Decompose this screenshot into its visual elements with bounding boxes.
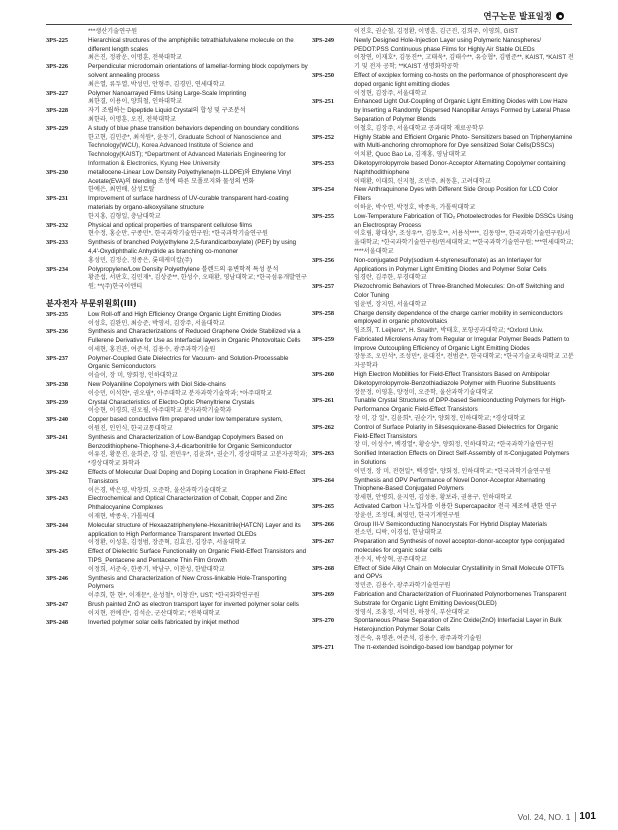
entry-code: 3PS-228: [46, 107, 69, 115]
abstract-entry: [46, 381, 308, 399]
right-column: [312, 28, 574, 653]
entry-body: [88, 328, 308, 354]
entry-authors: 이철호, 김장주, 서울대학교 공과대학 재료공학부: [354, 124, 484, 132]
entry-body: [354, 503, 574, 521]
entry-body: [88, 266, 308, 292]
entry-body: [88, 469, 308, 495]
entry-title: Tunable Crystal Structures of DPP-based Semiconducting Polymers for High-Performance Organic Field-Effect Transistors: [354, 397, 566, 414]
entry-title: Synthesis and OPV Performance of Novel Donor-Acceptor Alternating Thiophene-Based Conjugated Polymers: [354, 476, 546, 493]
entry-title: Spontaneous Phase Separation of Zinc Oxide(ZnO) Interfacial Layer in Bulk Heterojunction Polymer Solar Cells: [354, 617, 562, 634]
entry-authors: 이은경, 박은영, 박창희, 오준학, 울산과학기술대학교: [88, 486, 228, 494]
entry-authors: 현수정, 홍순만, 구종민*, 한국과학기술연구원; *한국과학기술연구원: [88, 230, 268, 238]
entry-code: 3PS-260: [312, 371, 335, 379]
abstract-entry: [46, 239, 308, 265]
entry-code: 3PS-235: [46, 310, 69, 318]
entry-body: [88, 107, 308, 125]
abstract-entry: [46, 169, 308, 195]
abstract-entry: [312, 521, 574, 539]
abstract-entry: [312, 617, 574, 643]
entry-body: [88, 195, 308, 221]
entry-authors: 이유진, 황문진, 윤희준, 강 일, 전민우*, 김윤희*, 권순기, 경상대학교 고분자공학과; *경상대학교 화학과: [88, 451, 308, 468]
entry-title: Non-conjugated Poly(sodium 4-styrenesulfonate) as an Interlayer for Applications in Polymer Light Emitting Diodes and Polymer Solar Cells: [354, 256, 547, 273]
right-entries: [312, 37, 574, 653]
entry-title: Sonified Interaction Effects on Direct Self-Assembly of π-Conjugated Polymers in Solutions: [354, 450, 570, 467]
abstract-entry: [46, 328, 308, 354]
entry-authors: 이하윤, 박수연, 박정호, 박종욱, 가톨릭대학교: [354, 203, 476, 211]
entry-authors: 이슬이, 장 미, 양회정, 인하대학교: [88, 372, 178, 380]
entry-body: [88, 434, 308, 469]
entry-code: 3PS-256: [312, 256, 335, 264]
entry-body: [88, 222, 308, 240]
entry-title: Enhanced Light Out-Coupling of Organic Light Emitting Diodes with Low Haze by Inserting a Randomly Dispersed Nanopillar Arrays Formed by Lateral Phase Separation of Polymer Blends: [354, 98, 571, 123]
entry-authors: 장 미, 강 일*, 김윤희*, 권순기*, 양회정, 인하대학교; *경상대학교: [354, 415, 526, 423]
entry-body: [354, 591, 574, 617]
entry-code: 3PS-270: [312, 617, 335, 625]
section-title: 분자전자 부문위원회(III): [46, 297, 137, 308]
abstract-entry: [312, 257, 574, 283]
entry-title: Charge density dependence of the charge carrier mobility in semiconductors employed in organic photovoltaics: [354, 309, 563, 326]
entry-title: High Electron Mobilities for Field-Effect Transistors Based on Ambipolar Diketopyrrolopyrrole-Benzothiadiazole Polymer with Fluorine Substituents: [354, 371, 556, 387]
entry-title: Polymer Nanoarrayed Films Using Large-Scale Imprinting: [88, 89, 247, 97]
entry-authors: 이주희, 한 현*, 이재문*, 윤성철*, 이창진*, UST; *한국화학연구원: [88, 592, 260, 600]
entry-body: [88, 37, 308, 63]
abstract-entry: [46, 548, 308, 574]
continuation-line: [46, 28, 308, 37]
entry-body: [354, 477, 574, 503]
abstract-entry: [312, 98, 574, 133]
entry-authors: 이재현, 박종욱, 가톨릭대: [88, 513, 155, 521]
entry-title: New Anthraquinone Dyes with Different Side Group Position for LCD Color Filters: [354, 186, 558, 203]
abstract-entry: [312, 591, 574, 617]
entry-title: Preparation and Synthesis of novel acceptor-donor-acceptor type conjugated molecules for organic solar cells: [354, 538, 565, 555]
entry-body: [354, 644, 574, 653]
entry-authors: 이성호, 김완민, 최승준, 박영서, 김장주, 서울대학교: [88, 319, 225, 327]
abstract-entry: [46, 125, 308, 169]
entry-title: Copper based conductive film prepared under low temperature system,: [88, 416, 283, 424]
entry-title: Activated Carbon 나노입자를 이용한 Supercapacitor 전극 제조에 관한 연구: [354, 503, 557, 511]
entry-code: 3PS-268: [312, 564, 335, 572]
left-column: [46, 28, 308, 627]
entry-body: [354, 213, 574, 257]
entry-title: Fabrication and Characterization of Fluorinated Polynorbornenes Transparent Substrate for Organic Light Emitting Devices(OLED): [354, 591, 567, 607]
abstract-entry: [312, 397, 574, 423]
entry-title: The π-extended isoindigo-based low bandgap polymer for: [354, 643, 513, 651]
entry-body: [354, 98, 574, 133]
left-entries-bottom: [46, 311, 308, 628]
abstract-entry: [312, 644, 574, 653]
abstract-entry: [46, 522, 308, 548]
entry-title: Effect of Side Alkyl Chain on Molecular Crystallinity in Small Molecule OTFTs and OPVs: [354, 564, 564, 581]
entry-body: [88, 90, 308, 108]
header-rule: [46, 24, 572, 25]
entry-code: 3PS-269: [312, 591, 335, 598]
entry-title: Electrochemical and Optical Characterization of Cobalt, Copper and Zinc Phthalocyanine Complexes: [88, 495, 288, 512]
abstract-entry: [312, 186, 574, 212]
entry-title: metallocene-Linear Low Density Polyethylene(m-LLDPE)와 Ethylene Vinyl Acetate(EVA)의 blending 조성에 따른 모폴로지와 물성의 변화: [88, 168, 291, 185]
entry-title: Synthesis and Characterization of Low-Bandgap Copolymers Based on Benzodithiophene-Thiophene-3,4-dicarbonitrile for Organic Semiconductor: [88, 433, 292, 450]
abstract-entry: [312, 134, 574, 160]
entry-code: 3PS-231: [46, 195, 69, 203]
entry-body: [88, 522, 308, 548]
entry-title: Group III-V Semiconducting Nanocrystals For Hybrid Display Materials: [354, 520, 547, 528]
entry-authors: 임경란, 김주한, 부경대학교: [354, 274, 427, 282]
entry-authors: 이승민, 이석현*, 권오필*, 아주대학교 분자과학기술학과; *아주대학교: [88, 389, 273, 397]
entry-body: [354, 538, 574, 564]
entry-code: 3PS-237: [46, 354, 69, 362]
continuation-authors: ***생산기술연구원: [88, 28, 138, 35]
entry-body: [88, 416, 308, 434]
abstract-entry: [312, 538, 574, 564]
entry-body: [88, 239, 308, 265]
entry-code: 3PS-246: [46, 574, 69, 582]
abstract-entry: [312, 450, 574, 476]
entry-title: Crystal Characteristics of Electro-Optic Phenyltriene Crystals: [88, 398, 255, 406]
entry-code: 3PS-238: [46, 381, 69, 389]
page-number: 101: [579, 811, 596, 822]
entry-body: [88, 548, 308, 574]
entry-code: 3PS-264: [312, 476, 335, 484]
entry-code: 3PS-240: [46, 416, 69, 424]
abstract-entry: [46, 575, 308, 601]
entry-authors: 한지홍, 김형일, 충남대학교: [88, 212, 161, 220]
entry-title: Fabricated Microlens Array from Regular or Irregular Polymer Beads Pattern to Improve Outcoupling Efficiency of Organic Light Emitting Diodes: [354, 335, 570, 352]
entry-code: 3PS-271: [312, 643, 335, 651]
entry-title: Improvement of surface hardness of UV-curable transparent hard-coating materials by organo-alkoxysilane structure: [88, 195, 289, 211]
entry-code: 3PS-225: [46, 36, 69, 44]
volume-label: Vol. 24, NO. 1: [517, 811, 571, 822]
entry-body: [354, 186, 574, 212]
entry-body: [354, 134, 574, 160]
entry-body: [354, 617, 574, 643]
entry-code: 3PS-249: [312, 36, 335, 44]
abstract-entry: [312, 565, 574, 591]
entry-body: [88, 169, 308, 195]
entry-body: [354, 310, 574, 336]
entry-code: 3PS-263: [312, 450, 335, 458]
continuation-line: [312, 28, 574, 37]
entry-authors: 이민정, 장 미, 전현일*, 백경열*, 양회정, 인하대학교; *한국과학기술연구원: [354, 467, 551, 475]
entry-authors: 홍성민, 김정순, 정종은, 롯데케미칼(주): [88, 256, 193, 264]
entry-body: [354, 257, 574, 283]
abstract-entry: [46, 63, 308, 89]
entry-code: 3PS-253: [312, 159, 335, 167]
entry-code: 3PS-245: [46, 548, 69, 556]
entry-code: 3PS-262: [312, 423, 335, 431]
abstract-entry: [46, 434, 308, 469]
footer-divider: [575, 812, 576, 822]
entry-code: 3PS-233: [46, 239, 69, 247]
entry-authors: 정민준, 김용수, 광주과학기술연구원: [354, 582, 451, 590]
abstract-entry: [312, 213, 574, 257]
entry-authors: 장세현, 안병희, 윤지연, 김성용, 황보라, 권용구, 인하대학교: [354, 494, 513, 502]
entry-title: Polymer-Coupled Gate Dielectrics for Vacuum- and Solution-Processable Organic Semiconductors: [88, 354, 289, 371]
entry-code: 3PS-241: [46, 433, 69, 441]
entry-body: [354, 521, 574, 539]
abstract-entry: [46, 195, 308, 221]
entry-authors: 최한라, 이명훈, 오진, 전북대학교: [88, 115, 177, 123]
entry-body: [354, 160, 574, 186]
abstract-entry: [46, 469, 308, 495]
entry-title: Control of Surface Polarity in Silsesquioxane-Based Dielectrics for Organic Field-Effect Transistors: [354, 423, 559, 440]
entry-code: 3PS-230: [46, 168, 69, 176]
entry-body: [88, 619, 308, 628]
abstract-entry: [312, 283, 574, 309]
entry-code: 3PS-265: [312, 503, 335, 511]
entry-authors: 전수지, 박상혁, 공주대학교: [354, 555, 427, 563]
entry-body: [88, 399, 308, 417]
entry-authors: 전소민, 디락, 이경섭, 한남대학교: [354, 529, 443, 537]
entry-title: Polypropylene/Low Density Polyethylene 블렌드의 유변학적 특성 분석: [88, 265, 279, 273]
entry-title: Inverted polymer solar cells fabricated by inkjet method: [88, 618, 239, 626]
entry-body: [354, 283, 574, 309]
entry-code: 3PS-266: [312, 520, 335, 528]
entry-code: 3PS-236: [46, 328, 69, 336]
abstract-entry: [312, 310, 574, 336]
abstract-entry: [46, 37, 308, 63]
entry-code: 3PS-244: [46, 521, 69, 529]
entry-code: 3PS-251: [312, 98, 335, 106]
abstract-entry: [312, 37, 574, 72]
abstract-entry: [46, 266, 308, 292]
page-footer: [518, 811, 596, 822]
page-header: [483, 10, 564, 22]
entry-body: [354, 371, 574, 397]
entry-title: Synthesis of branched Poly(ethylene 2,5-furandicarboxylate) (PEF) by using 4,4'-Oxydiphthalic Anhydride as branching co-mononer: [88, 239, 297, 255]
abstract-entry: [46, 311, 308, 329]
left-entries-top: [46, 37, 308, 292]
entry-code: 3PS-252: [312, 133, 335, 141]
header-title: 연구논문 발표일정: [483, 12, 552, 22]
entry-body: [354, 397, 574, 423]
entry-authors: 최은열, 류두열, 박성민, 안형주, 김경민, 연세대학교: [88, 80, 225, 88]
entry-authors: 한예은, 최연배, 삼성토탈: [88, 186, 155, 194]
entry-code: 3PS-229: [46, 124, 69, 132]
abstract-entry: [312, 503, 574, 521]
entry-authors: 이승현, 이경희, 권오필, 아주대학교 분자과학기술학과: [88, 407, 232, 415]
entry-authors: 정영식, 조홍정, 서덕진, 하창식, 부산대학교: [354, 608, 470, 616]
entry-body: [88, 311, 308, 329]
entry-body: [88, 601, 308, 619]
entry-code: 3PS-227: [46, 89, 69, 97]
entry-code: 3PS-255: [312, 212, 335, 220]
circle-bullet-icon: [556, 12, 564, 20]
entry-authors: 이태환, 이대희, 신지철, 조민주, 최동훈, 고려대학교: [354, 177, 491, 185]
entry-authors: 장동조, 오민석*, 조성민*, 윤대진*, 전범준*, 한국대학교; *한국기술교육대학교 고분자공학과: [354, 353, 574, 370]
abstract-entry: [312, 371, 574, 397]
entry-title: Effect of Dielectric Surface Functionality on Organic Field-Effect Transistors and TIPS_Pentacene and Pentacene Thin Film Growth: [88, 548, 307, 565]
entry-title: Diketopyrrolopyrrole based Donor-Acceptor Alternating Copolymer containing Naphthodithiophene: [354, 159, 566, 176]
abstract-entry: [46, 90, 308, 108]
entry-code: 3PS-239: [46, 398, 69, 406]
abstract-entry: [46, 416, 308, 434]
entry-title: Effect of exciplex forming co-hosts on the performance of phosphorescent dye doped organic light emitting diodes: [354, 71, 568, 88]
entry-title: New Polyaniline Copolymers with Diol Side-chains: [88, 381, 226, 389]
entry-code: 3PS-261: [312, 397, 335, 405]
entry-body: [88, 495, 308, 521]
entry-authors: 이창연, 이재호*, 김동진**, 고태욱*, 김태수**, 유승협*, 김범준**, KAIST, *KAIST 전기 및 전자 공학; **KAIST 생명화학공학: [354, 54, 574, 71]
continuation-authors: 이진호, 권순철, 김정환, 이명훈, 김근진, 김희주, 이영희, GIST: [354, 28, 519, 35]
entry-authors: 임윤빈, 장지연, 서울대학교: [354, 300, 427, 308]
entry-title: Low-Temperature Fabrication of TiO₂ Photoelectrodes for Flexible DSSCs Using an Electrospray Process: [354, 212, 574, 229]
entry-title: Synthesis and Characterization of New Cross-linkable Hole-Transporting Polymers: [88, 574, 287, 591]
entry-authors: 이지현, 전예진*, 김석순, 군산대학교; *전북대학교: [88, 609, 221, 617]
abstract-entry: [46, 619, 308, 628]
entry-code: 3PS-247: [46, 601, 69, 608]
entry-body: [354, 37, 574, 72]
entry-code: 3PS-258: [312, 309, 335, 317]
entry-authors: 이정희, 서준숙, 한종기, 박남구, 이찬성, 한밭대학교: [88, 565, 225, 573]
entry-authors: 최은진, 정광운, 이명훈, 전북대학교: [88, 54, 182, 62]
entry-title: Brush painted ZnO as electron transport layer for inverted polymer solar cells: [88, 601, 299, 608]
abstract-entry: [312, 336, 574, 371]
abstract-entry: [46, 399, 308, 417]
abstract-entry: [312, 477, 574, 503]
entry-authors: 이정현, 김장주, 서울대학교: [354, 89, 427, 97]
entry-authors: 이정환, 이성훈, 김정범, 장준혁, 김효진, 김장주, 서울대학교: [88, 539, 247, 547]
abstract-entry: [312, 424, 574, 450]
entry-code: 3PS-234: [46, 265, 69, 273]
entry-title: Perpendicular microdomain orientations of lamellar-forming block copolymers by solvent annealing process: [88, 63, 308, 79]
entry-authors: 이치환, Quoc Bao Le, 김재홍, 영남대학교: [354, 151, 467, 159]
entry-code: 3PS-242: [46, 469, 69, 477]
entry-body: [354, 72, 574, 98]
abstract-entry: [46, 495, 308, 521]
entry-code: 3PS-226: [46, 63, 69, 71]
entry-authors: 최한결, 이용이, 양희철, 인하대학교: [88, 98, 182, 106]
entry-body: [354, 336, 574, 371]
entry-title: Low Roll-off and High Efficiency Orange Organic Light Emitting Diodes: [88, 310, 282, 318]
entry-code: 3PS-257: [312, 283, 335, 291]
abstract-entry: [312, 160, 574, 186]
entry-body: [88, 381, 308, 399]
entry-body: [88, 125, 308, 169]
entry-body: [354, 424, 574, 450]
entry-authors: 임조희, T. Leijtens*, H. Snaith*, 박태호, 포항공과대학교; *Oxford Univ.: [354, 327, 544, 335]
entry-code: 3PS-259: [312, 335, 335, 343]
entry-title: Hierarchical structures of the amphiphilic tetrathiafulvalene molecule on the different length scales: [88, 36, 294, 53]
entry-authors: 황준섭, 서판호, 김민재*, 김상준**, 한성수, 오태환, 영남대학교; *한국섬유개발연구원; **(주)한국이엔티: [88, 274, 307, 291]
entry-title: A study of blue phase transition behaviors depending on boundary conditions: [88, 124, 299, 132]
entry-body: [354, 565, 574, 591]
entry-code: 3PS-243: [46, 495, 69, 503]
entry-body: [354, 450, 574, 476]
entry-title: Synthesis and Characterizations of Reduced Graphene Oxide Stabilized via a Fullerene Derivative for Use as Interfacial layers in Organic Photovoltaic Cells: [88, 328, 301, 345]
entry-authors: 한고현, 김민준*, 최석원*, 윤동기, Graduate School of Nanoscience and Technology(WCU), Korea Advanced Institute of Science and Technology(KAIST); *Department of Advanced Materials Engineering for Information & Electronics, Kyung Hee University: [88, 133, 286, 167]
entry-authors: 장윤선, 조정대, 최영민, 한국기계연구원: [354, 511, 460, 519]
entry-title: Effects of Molecular Dual Doping and Doping Location in Graphene Field-Effect Transistors: [88, 469, 306, 485]
entry-title: 자기 조립하는 Dipeptide Liquid Crystal의 합성 및 구조분석: [88, 107, 246, 115]
entry-authors: 이원진, 인인식, 한국교통대학교: [88, 425, 173, 433]
abstract-entry: [46, 107, 308, 125]
entry-body: [88, 355, 308, 381]
abstract-entry: [46, 222, 308, 240]
entry-title: Physical and optical properties of transparent cellulose films: [88, 221, 253, 229]
entry-authors: 장 미, 이성수*, 백경열*, 황승상*, 양회정, 인하대학교; *한국과학기술연구원: [354, 441, 554, 449]
abstract-entry: [46, 355, 308, 381]
entry-title: Molecular structure of Hexaazatriphenylene-Hexanitrile(HATCN) Layer and its application to High Performance Transparent Inverted OLEDs: [88, 521, 301, 538]
entry-code: 3PS-232: [46, 221, 69, 229]
abstract-entry: [312, 72, 574, 98]
entry-authors: 이세현, 홍진관, 여준석, 김용수, 광주과학기술원: [88, 345, 216, 353]
entry-authors: 정은숙, 유명관, 여준석, 김용수, 광주과학기술원: [354, 634, 482, 642]
entry-authors: 이호림, 황대성*, 조성우**, 김동호**, 서용석****, 김동영**, 한국과학기술연구원/서울대학교; *한국과학기술연구원/연세대학교; **한국과학기술연구원; ***연세대학교; ****서울대학교: [354, 230, 574, 255]
entry-authors: 장문정, 이영훈, 양정미, 오준학, 울산과학기술대학교: [354, 388, 494, 396]
entry-code: 3PS-267: [312, 538, 335, 546]
abstract-entry: [46, 601, 308, 619]
entry-body: [88, 63, 308, 89]
entry-code: 3PS-248: [46, 618, 69, 626]
entry-title: Newly Designed Hole-Injection Layer using Polymeric Nanospheres/ PEDOT:PSS Continuous phase Films for Highly Air Stable OLEDs: [354, 36, 542, 53]
entry-title: Piezochromic Behaviors of Three-Branched Molecules: On-off Switching and Color Tuning: [354, 283, 564, 299]
entry-code: 3PS-254: [312, 186, 335, 194]
entry-code: 3PS-250: [312, 71, 335, 79]
entry-body: [88, 575, 308, 601]
entry-title: Highly Stable and Efficient Organic Photo- Sensitizers based on Triphenylamine with Multi-anchoring chromophore for Dye sensitized Solar Cells(DSSCs): [354, 133, 573, 150]
